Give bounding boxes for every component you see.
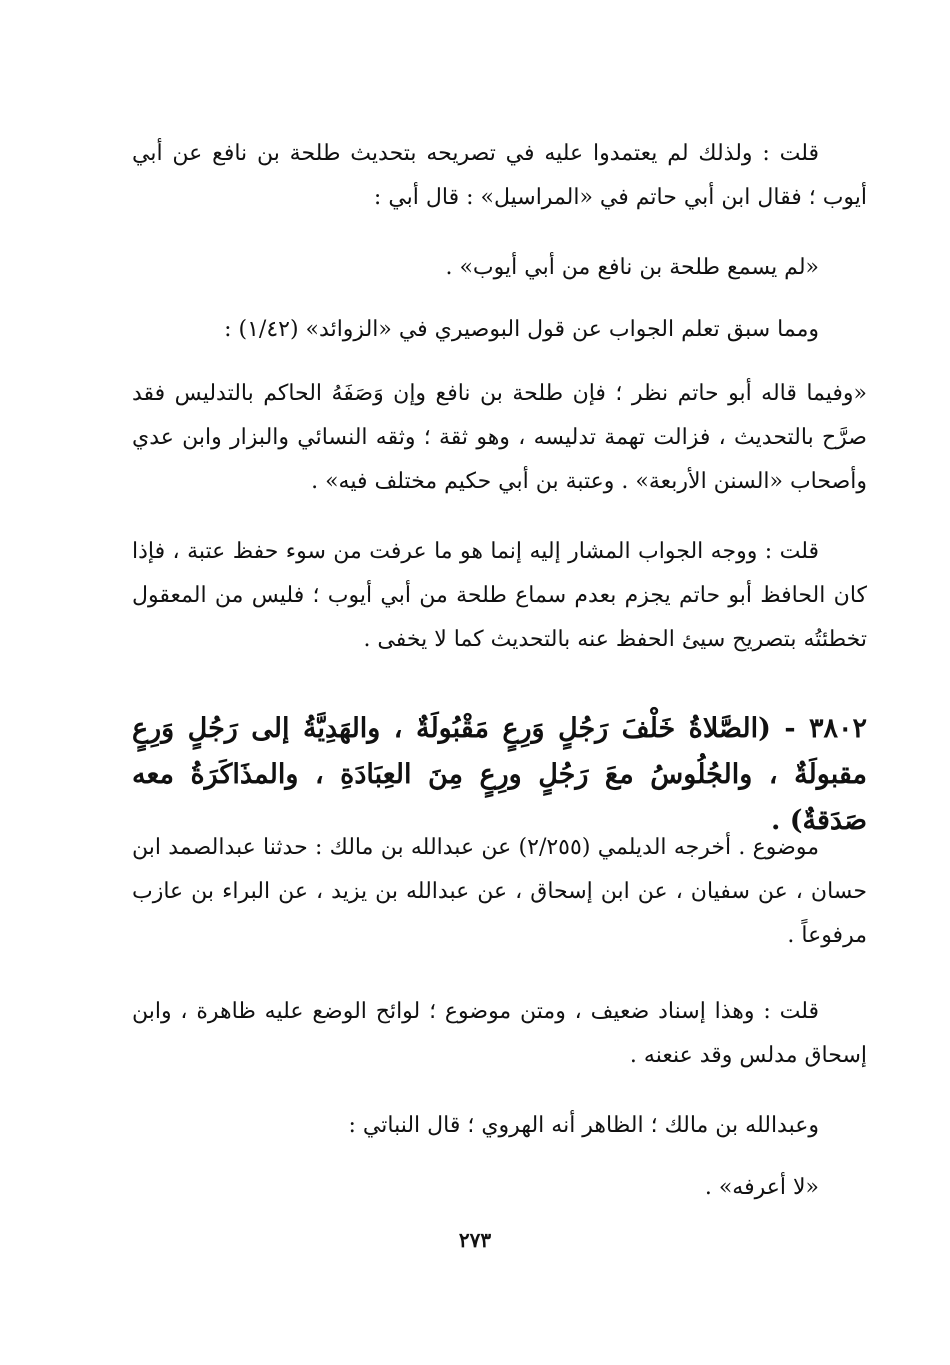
paragraph-quote-abi-hatim: «لم يسمع طلحة بن نافع من أبي أيوب» . bbox=[445, 255, 819, 280]
paragraph-takhrij: موضوع . أخرجه الديلمي (٢/٢٥٥) عن عبدالله بن مالك : حدثنا عبدالصمد ابن حسان ، عن سفيان ، عن ابن إسحاق ، عن عبدالله بن يزيد ، عن البراء بن عازب مرفوعاً . bbox=[132, 835, 867, 948]
paragraph-commentary-1: قلت : ولذلك لم يعتمدوا عليه في تصريحه بتحديث طلحة بن نافع عن أبي أيوب ؛ فقال ابن أبي حاتم في «المراسيل» : قال أبي : bbox=[132, 141, 867, 210]
paragraph-quote-nabati: «لا أعرفه» . bbox=[704, 1175, 819, 1200]
paragraph-commentary-2: قلت : ووجه الجواب المشار إليه إنما هو ما عرفت من سوء حفظ عتبة ، فإذا كان الحافظ أبو حاتم يجزم بعدم سماع طلحة من أبي أيوب ؛ فليس من المعقول تخطئتُه بتصريح سيئ الحفظ عنه بالتحديث كما لا يخفى . bbox=[132, 539, 867, 652]
paragraph-narrator-note: وعبدالله بن مالك ؛ الظاهر أنه الهروي ؛ قال النباتي : bbox=[348, 1113, 819, 1138]
paragraph-commentary-3: قلت : وهذا إسناد ضعيف ، ومتن موضوع ؛ لوائح الوضع عليه ظاهرة ، وابن إسحاق مدلس وقد عنعنه . bbox=[132, 999, 867, 1068]
paragraph-busiri-intro: ومما سبق تعلم الجواب عن قول البوصيري في «الزوائد» (١/٤٢) : bbox=[224, 317, 819, 342]
hadith-heading: ٣٨٠٢ - (الصَّلاةُ خَلْفَ رَجُلٍ وَرِعٍ مَقْبُولَةٌ ، والهَدِيَّةُ إلى رَجُلٍ وَرِعٍ مقبولَةٌ ، والجُلُوسُ معَ رَجُلٍ ورِعٍ مِنَ العِبَادَةِ ، والمذَاكَرَةُ معه صَدَقةٌ) . bbox=[132, 713, 867, 836]
page-number: ٢٧٣ bbox=[458, 1228, 492, 1252]
paragraph-busiri-quote: «وفيما قاله أبو حاتم نظر ؛ فإن طلحة بن نافع وإن وَصَفَهُ الحاكم بالتدليس فقد صرَّح بالتحديث ، فزالت تهمة تدليسه ، وهو ثقة ؛ وثقه النسائي والبزار وابن عدي وأصحاب «السنن الأربعة» . وعتبة بن أبي حكيم مختلف فيه» . bbox=[132, 381, 867, 494]
